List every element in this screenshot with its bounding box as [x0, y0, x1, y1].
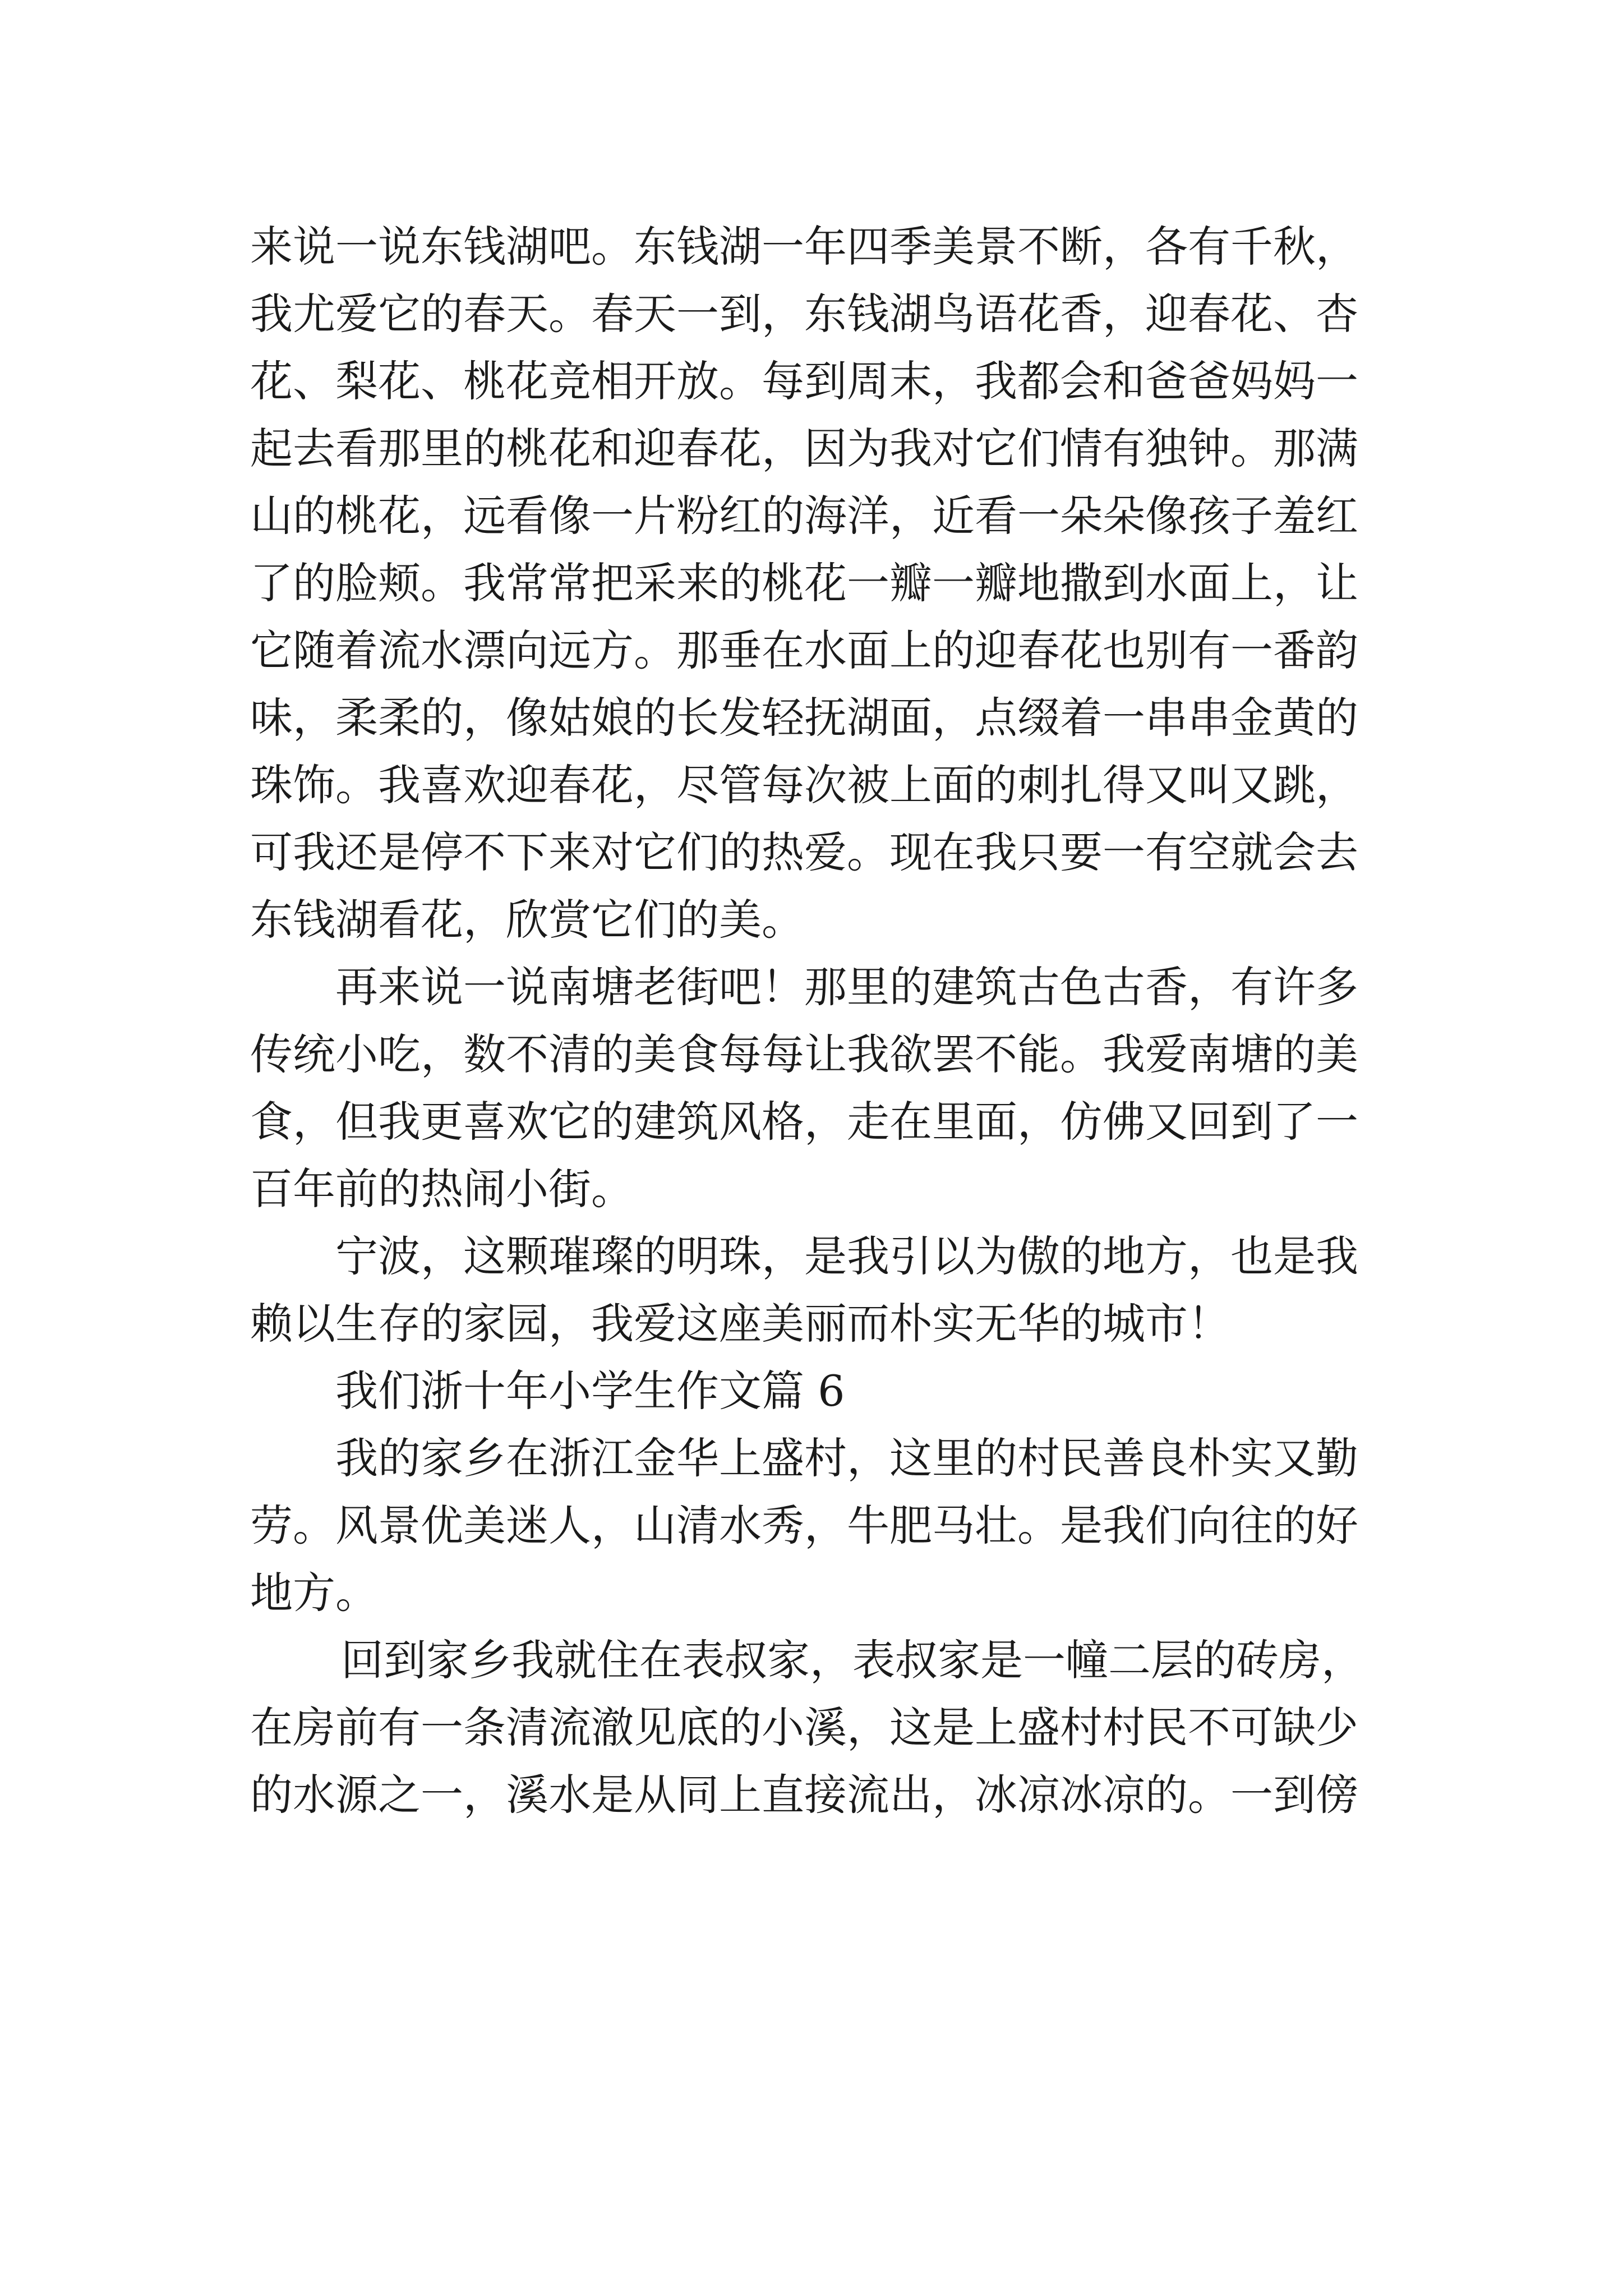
paragraph-1-line-7: 它随着流水漂向远方。那垂在水面上的迎春花也别有一番韵: [250, 625, 1358, 675]
paragraph-3-line-2: 赖以生存的家园，我爱这座美丽而朴实无华的城市！: [250, 1299, 1230, 1349]
paragraph-3-line-1: 宁波，这颗璀璨的明珠，是我引以为傲的地方，也是我: [335, 1231, 1358, 1281]
paragraph-1-line-5: 山的桃花，远看像一片粉红的海洋，近看一朵朵像孩子羞红: [250, 491, 1358, 541]
paragraph-5-line-3: 的水源之一，溪水是从同上直接流出，冰凉冰凉的。一到傍: [250, 1770, 1358, 1820]
paragraph-2-line-2: 传统小吃，数不清的美食每每让我欲罢不能。我爱南塘的美: [250, 1029, 1358, 1079]
paragraph-2-line-4: 百年前的热闹小街。: [250, 1164, 634, 1214]
paragraph-4-line-3: 地方。: [250, 1568, 378, 1618]
paragraph-5-line-2: 在房前有一条清流澈见底的小溪，这是上盛村村民不可缺少: [250, 1703, 1358, 1752]
paragraph-1-line-3: 花、梨花、桃花竞相开放。每到周末，我都会和爸爸妈妈一: [250, 356, 1358, 406]
paragraph-1-line-11: 东钱湖看花，欣赏它们的美。: [250, 895, 804, 945]
paragraph-1-line-4: 起去看那里的桃花和迎春花，因为我对它们情有独钟。那满: [250, 424, 1358, 473]
paragraph-4-line-1: 我的家乡在浙江金华上盛村，这里的村民善良朴实又勤: [335, 1433, 1358, 1483]
paragraph-1-line-8: 味，柔柔的，像姑娘的长发轻抚湖面，点缀着一串串金黄的: [250, 693, 1358, 743]
section-heading: 我们浙十年小学生作文篇 6: [335, 1366, 845, 1416]
paragraph-1-line-9: 珠饰。我喜欢迎春花，尽管每次被上面的刺扎得又叫又跳，: [250, 760, 1358, 810]
paragraph-1-line-6: 了的脸颊。我常常把采来的桃花一瓣一瓣地撒到水面上，让: [250, 558, 1358, 608]
paragraph-1-line-2: 我尤爱它的春天。春天一到，东钱湖鸟语花香，迎春花、杏: [250, 289, 1358, 339]
paragraph-2-line-3: 食，但我更喜欢它的建筑风格，走在里面，仿佛又回到了一: [250, 1097, 1358, 1147]
paragraph-5-line-1: 回到家乡我就住在表叔家，表叔家是一幢二层的砖房，: [341, 1635, 1364, 1685]
paragraph-2-line-1: 再来说一说南塘老街吧！那里的建筑古色古香，有许多: [335, 962, 1358, 1012]
paragraph-1-line-1: 来说一说东钱湖吧。东钱湖一年四季美景不断，各有千秋，: [250, 222, 1358, 272]
paragraph-1-line-10: 可我还是停不下来对它们的热爱。现在我只要一有空就会去: [250, 827, 1358, 877]
paragraph-4-line-2: 劳。风景优美迷人，山清水秀，牛肥马壮。是我们向往的好: [250, 1501, 1358, 1550]
